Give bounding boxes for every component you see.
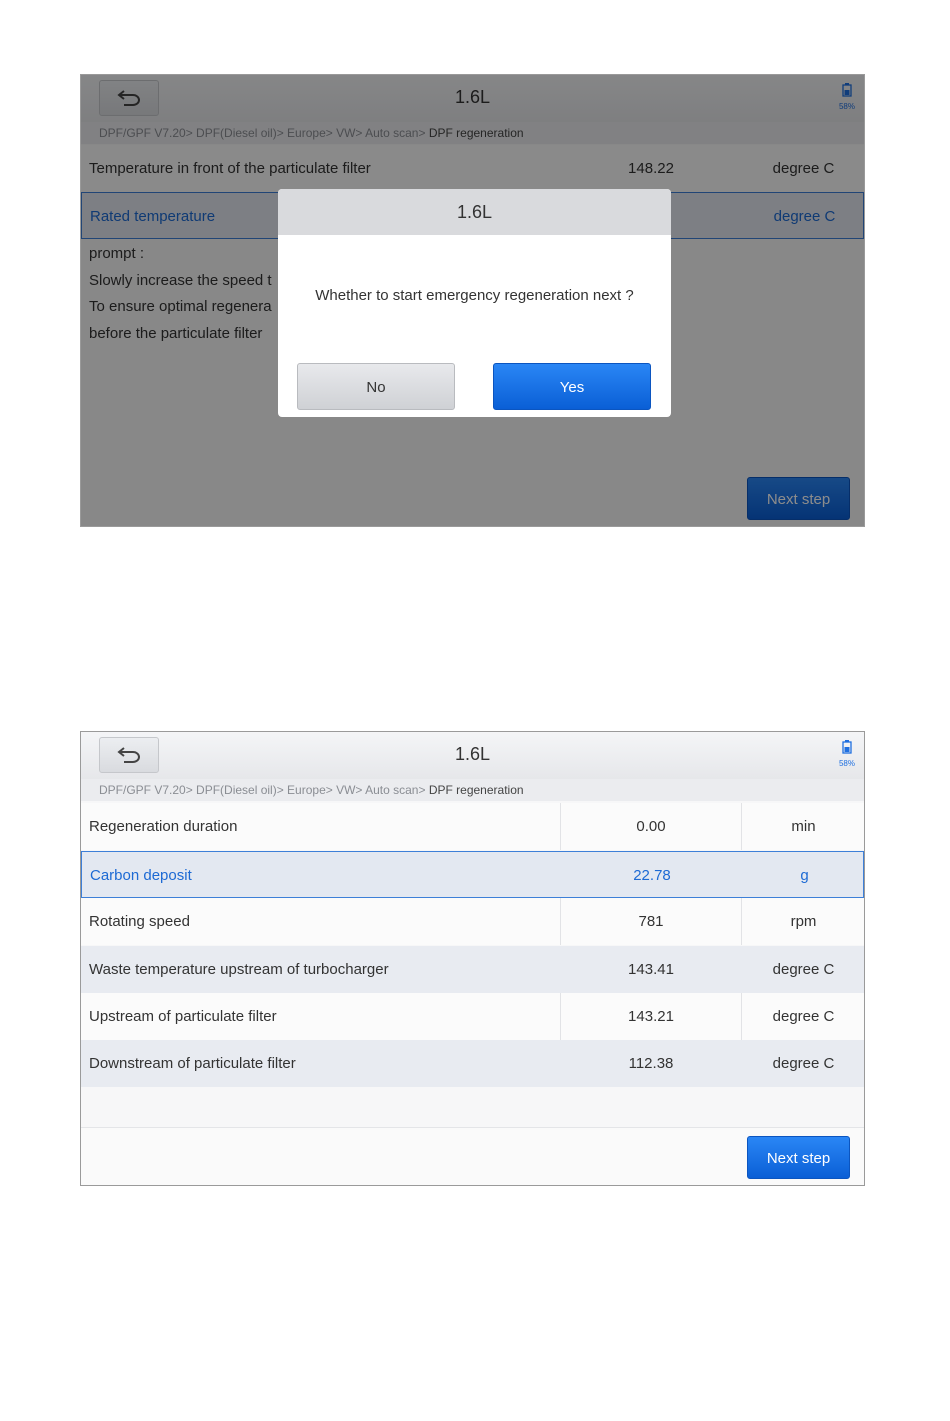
row-unit: degree C (772, 160, 835, 177)
row-unit: min (791, 818, 816, 835)
battery-level: 58% (838, 102, 855, 111)
data-row[interactable] (81, 898, 864, 945)
row-name: Downstream of particulate filter (89, 1055, 296, 1072)
battery-icon (842, 740, 852, 754)
battery-indicator (836, 740, 858, 768)
data-row[interactable] (81, 1040, 864, 1087)
prompt-line: To ensure optimal regenera (89, 298, 272, 315)
diagnostic-screen-data (80, 731, 865, 1186)
row-value: 112.38 (628, 1055, 674, 1072)
row-value: 148.22 (628, 160, 674, 177)
row-name: Rated temperature (90, 208, 216, 225)
page-title: 1.6L (454, 87, 491, 107)
row-unit: rpm (790, 913, 817, 930)
row-value: 781 (638, 913, 664, 930)
row-name: Rotating speed (89, 913, 190, 930)
battery-level: 58% (838, 759, 855, 768)
data-row[interactable] (81, 803, 864, 850)
next-step-button[interactable]: Next step (747, 477, 850, 520)
prompt-line: prompt : (89, 245, 145, 262)
prompt-line: Slowly increase the speed t (89, 271, 272, 289)
breadcrumb-current: DPF regeneration (425, 126, 524, 140)
breadcrumb-path: DPF/GPF V7.20> DPF(Diesel oil)> Europe> VW> Auto scan> (99, 783, 426, 797)
row-name: Upstream of particulate filter (89, 1008, 277, 1025)
breadcrumb-path: DPF/GPF V7.20> DPF(Diesel oil)> Europe> VW> Auto scan> (99, 126, 426, 140)
next-step-button[interactable]: Next step (747, 1136, 850, 1179)
data-row-selected[interactable] (81, 851, 864, 898)
row-value: 22.78 (633, 867, 671, 884)
row-value: 143.21 (628, 1008, 674, 1025)
footer-bar (81, 1127, 864, 1185)
row-name: Temperature in front of the particulate filter (89, 160, 371, 177)
row-unit: g (800, 867, 809, 884)
confirm-dialog (278, 189, 671, 417)
row-value: 143.41 (628, 961, 674, 978)
breadcrumb-current: DPF regeneration (425, 783, 524, 797)
data-row[interactable] (81, 993, 864, 1040)
data-row[interactable] (81, 946, 864, 993)
row-unit: degree C (772, 1008, 835, 1025)
yes-button[interactable]: Yes (493, 363, 651, 410)
row-unit: degree C (773, 208, 836, 225)
page-title: 1.6L (454, 744, 491, 764)
row-value: 0.00 (636, 818, 666, 835)
no-button[interactable]: No (297, 363, 455, 410)
row-name: Regeneration duration (89, 818, 238, 835)
row-name: Waste temperature upstream of turbocharger (89, 961, 389, 978)
breadcrumb (81, 779, 864, 801)
row-unit: degree C (772, 961, 835, 978)
row-unit: degree C (772, 1055, 835, 1072)
header-bar (81, 732, 864, 780)
prompt-line: before the particulate filter (89, 324, 263, 342)
diagnostic-screen-dialog (80, 74, 865, 527)
dialog-title: 1.6L (278, 189, 671, 235)
row-name: Carbon deposit (90, 867, 192, 884)
dialog-message: Whether to start emergency regeneration next ? (315, 287, 634, 304)
